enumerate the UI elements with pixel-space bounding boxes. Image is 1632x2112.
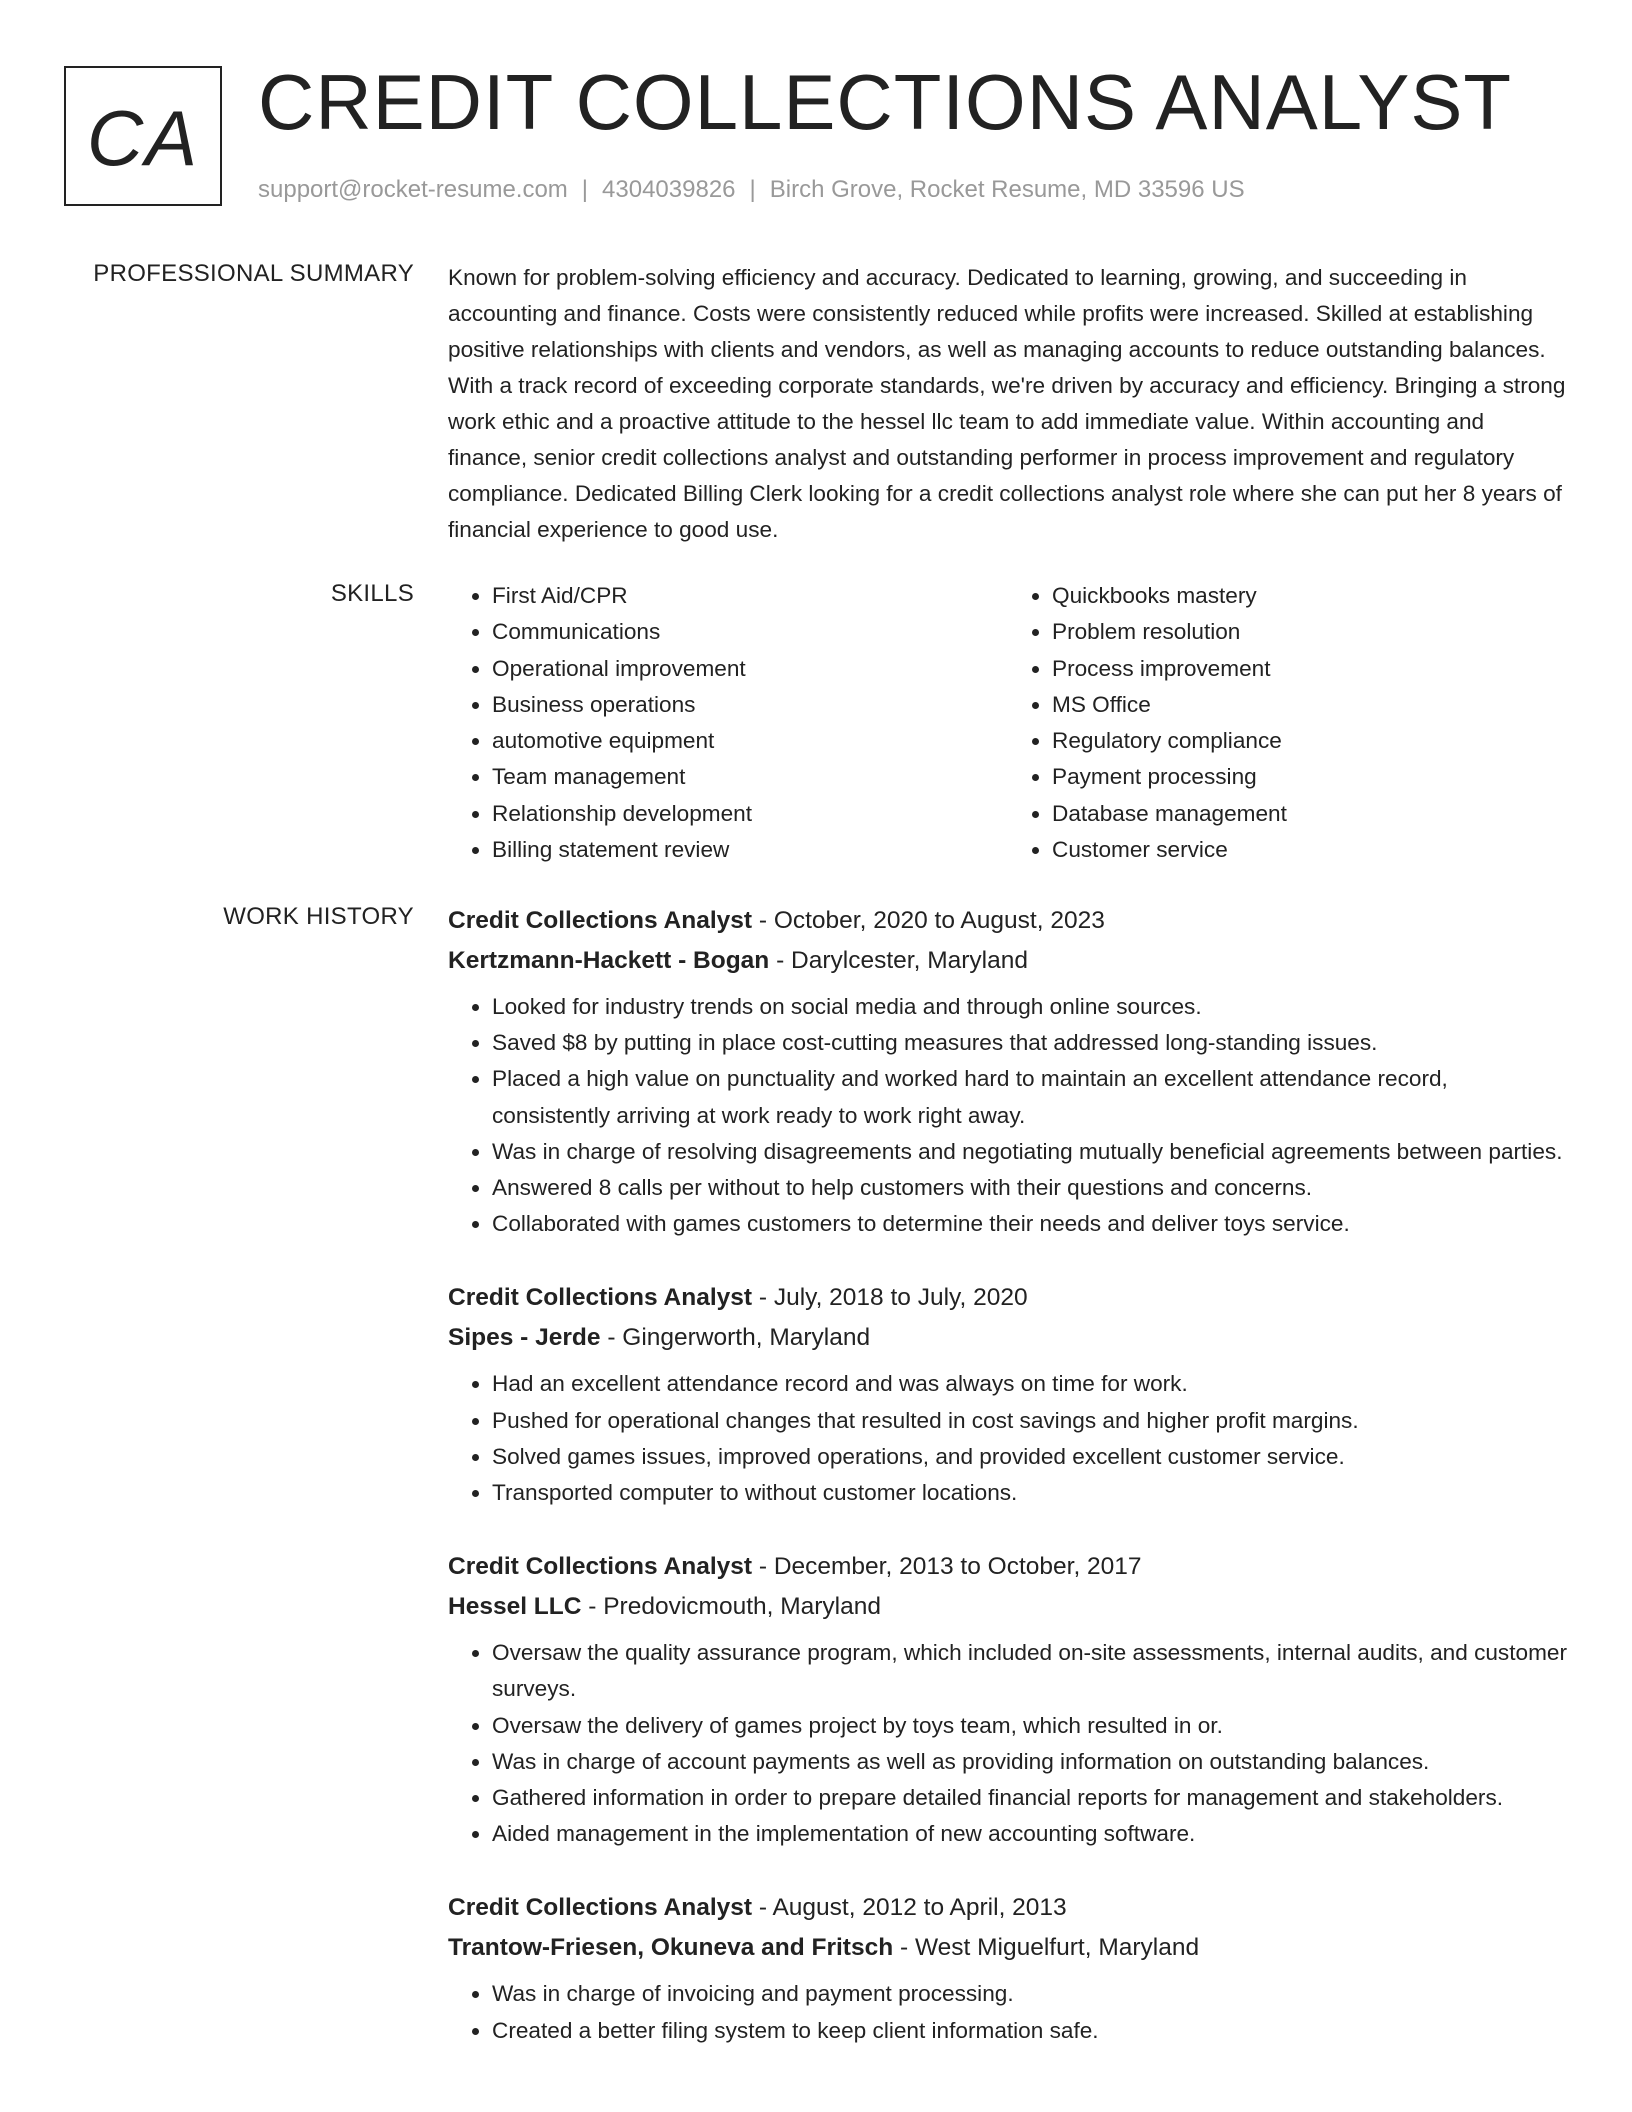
job-bullet: • Oversaw the delivery of games project by toys team, which resulted in or. [492,1708,1568,1744]
job-bullet: • Created a better filing system to keep client information safe. [492,2013,1568,2049]
job-bullet: • Solved games issues, improved operations, and provided excellent customer service. [492,1439,1568,1475]
contact-line [258,176,1245,204]
job-title-line [448,1888,1568,1928]
job-entry [448,1547,1568,1852]
skills-section-label: SKILLS [330,580,414,607]
job-company: Hessel LLC [448,1593,582,1621]
job-location: - West Miguelfurt, Maryland [893,1934,1200,1962]
job-bullet: • Was in charge of invoicing and payment processing. [492,1976,1568,2012]
job-location: - Predovicmouth, Maryland [581,1593,882,1621]
skill-item: • Customer service [1052,832,1568,868]
skill-item: • Quickbooks mastery [1052,578,1568,614]
job-title: Credit Collections Analyst [448,1894,753,1922]
job-bullet: • Gathered information in order to prepare detailed financial reports for management and stakeholders. [492,1780,1568,1816]
job-entry [448,901,1568,1242]
job-bullet: • Aided management in the implementation of new accounting software. [492,1816,1568,1852]
job-bullets [448,1635,1568,1852]
job-bullet: • Collaborated with games customers to determine their needs and deliver toys service. [492,1206,1568,1242]
job-dates: - December, 2013 to October, 2017 [752,1553,1142,1581]
summary-section-label: PROFESSIONAL SUMMARY [93,260,414,287]
job-company: Sipes - Jerde [448,1324,601,1352]
job-bullet: • Was in charge of account payments as well as providing information on outstanding balances. [492,1744,1568,1780]
job-bullet: • Saved $8 by putting in place cost-cutting measures that addressed long-standing issues. [492,1025,1568,1061]
skills-column-right [1008,578,1568,868]
job-title-line [448,1547,1568,1587]
skill-item: • MS Office [1052,687,1568,723]
job-company: Kertzmann-Hackett - Bogan [448,947,770,974]
skill-item: • First Aid/CPR [492,578,1008,614]
contact-phone[interactable]: 4304039826 [602,176,736,203]
monogram-initials: CA [86,93,200,182]
skill-item: • Operational improvement [492,651,1008,687]
job-bullet: • Placed a high value on punctuality and worked hard to maintain an excellent attendance record, consistently arriving at work ready to work right away. [492,1061,1568,1133]
skill-item: • Process improvement [1052,651,1568,687]
job-bullet: • Had an excellent attendance record and was always on time for work. [492,1366,1568,1402]
job-bullet: • Pushed for operational changes that resulted in cost savings and higher profit margins. [492,1403,1568,1439]
job-title: Credit Collections Analyst [448,907,753,934]
contact-address: Birch Grove, Rocket Resume, MD 33596 US [769,176,1245,203]
job-title-line [448,1278,1568,1318]
job-dates: - July, 2018 to July, 2020 [752,1284,1028,1312]
job-dates: - August, 2012 to April, 2013 [752,1894,1067,1922]
summary-text: Known for problem-solving efficiency and accuracy. Dedicated to learning, growing, and succeeding in accounting and finance. Costs were consistently reduced while profits were increased. Skilled at establishing positive relationships with clients and vendors, as well as managing accounts to reduce outstanding balances. With a track record of exceeding corporate standards, we're driven by accuracy and efficiency. Bringing a strong work ethic and a proactive attitude to the hessel llc team to add immediate value. Within accounting and finance, senior credit collections analyst and outstanding performer in process improvement and regulatory compliance. Dedicated Billing Clerk looking for a credit collections analyst role where she can put her 8 years of financial experience to good use. [448,265,1566,542]
resume-title: CREDIT COLLECTIONS ANALYST [258,58,1513,146]
job-bullets [448,989,1568,1242]
skill-item: • Regulatory compliance [1052,723,1568,759]
skills-list [448,578,1568,868]
skill-item: • Billing statement review [492,832,1008,868]
contact-email[interactable]: support@rocket-resume.com [258,176,568,203]
job-title-line [448,901,1568,941]
skill-item: • Problem resolution [1052,614,1568,650]
skill-item: • Communications [492,614,1008,650]
job-entry [448,1888,1568,2048]
skill-item: • Payment processing [1052,759,1568,795]
job-bullet: • Answered 8 calls per without to help customers with their questions and concerns. [492,1170,1568,1206]
job-bullet: • Looked for industry trends on social media and through online sources. [492,989,1568,1025]
job-bullets [448,1976,1568,2048]
job-company-line [448,1587,1568,1627]
job-company-line [448,941,1568,981]
skill-item: • Database management [1052,796,1568,832]
skill-item: • Team management [492,759,1008,795]
job-bullet: • Was in charge of resolving disagreements and negotiating mutually beneficial agreements between parties. [492,1134,1568,1170]
contact-separator: | [581,176,589,203]
job-location: - Gingerworth, Maryland [600,1324,871,1352]
job-location: - Darylcester, Maryland [769,947,1028,974]
skills-column-left [448,578,1008,868]
skill-item: • automotive equipment [492,723,1008,759]
job-title: Credit Collections Analyst [448,1553,753,1581]
monogram-box [64,66,222,206]
job-company-line [448,1318,1568,1358]
contact-separator: | [749,176,756,203]
job-company-line [448,1928,1568,1968]
job-dates: - October, 2020 to August, 2023 [752,907,1105,934]
job-company: Trantow-Friesen, Okuneva and Fritsch [448,1934,894,1962]
job-spacer [448,1511,1568,1547]
skill-item: • Business operations [492,687,1008,723]
work-section-label: WORK HISTORY [223,903,414,930]
job-title: Credit Collections Analyst [448,1284,753,1312]
work-history [448,901,1568,2049]
job-spacer [448,1852,1568,1888]
skill-item: • Relationship development [492,796,1008,832]
job-entry [448,1278,1568,1511]
job-bullet: • Oversaw the quality assurance program, which included on-site assessments, internal audits, and customer surveys. [492,1635,1568,1707]
job-spacer [448,1242,1568,1278]
job-bullets [448,1366,1568,1511]
job-bullet: • Transported computer to without customer locations. [492,1475,1568,1511]
